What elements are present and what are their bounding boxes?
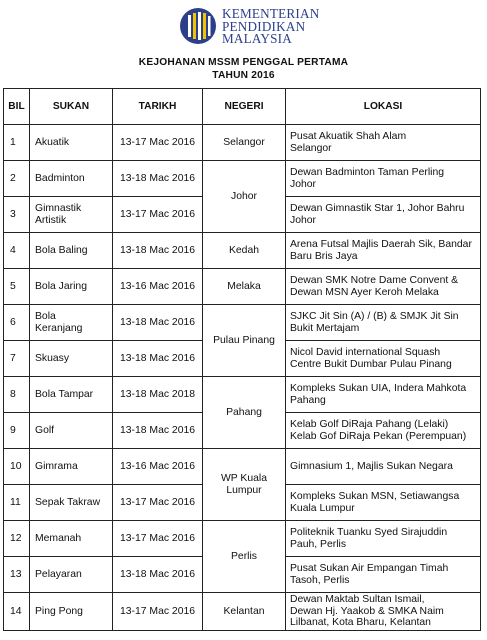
cell-sukan (30, 125, 113, 161)
cell-sukan (30, 413, 113, 449)
cell-lokasi-line: Lilbanat, Kota Bharu, Kelantan (290, 617, 431, 628)
table-row (4, 377, 481, 413)
cell-sukan (30, 377, 113, 413)
ministry-line-2: PENDIDIKAN (222, 18, 306, 34)
cell-sukan-line: Bola Tampar (35, 388, 94, 400)
cell-tarikh: 13-17 Mac 2016 (113, 485, 203, 521)
cell-lokasi-line: Nicol David international Squash (290, 347, 441, 358)
ministry-name (222, 8, 352, 46)
cell-lokasi (286, 233, 481, 269)
cell-sukan-line: Skuasy (35, 352, 70, 364)
cell-lokasi (286, 521, 481, 557)
cell-negeri-line: Lumpur (226, 484, 262, 496)
table-row (4, 233, 481, 269)
cell-negeri-line: Johor (231, 190, 257, 202)
cell-lokasi-line: Pahang (290, 394, 326, 406)
cell-negeri-line: Kedah (228, 244, 260, 256)
cell-sukan-line: Sepak Takraw (35, 496, 101, 508)
cell-lokasi (286, 125, 481, 161)
cell-lokasi-line: Dewan Badminton Taman Perling (290, 167, 445, 178)
cell-sukan-line: Keranjang (35, 322, 83, 334)
cell-sukan-line: Bola Baling (35, 244, 88, 256)
cell-lokasi-line: Kelab Golf DiRaja Pahang (Lelaki) (290, 419, 449, 430)
cell-bil: 13 (4, 557, 30, 593)
table-body (4, 125, 481, 631)
cell-negeri (203, 269, 286, 305)
cell-tarikh: 13-16 Mac 2016 (113, 449, 203, 485)
cell-negeri-line: Melaka (227, 280, 261, 292)
cell-lokasi-line: Gimnasium 1, Majlis Sukan Negara (290, 460, 453, 472)
cell-sukan (30, 269, 113, 305)
header-tarikh: TARIKH (113, 89, 203, 125)
cell-tarikh: 13-18 Mac 2016 (113, 413, 203, 449)
cell-negeri-line: Pahang (226, 406, 262, 418)
cell-lokasi-line: Dewan Maktab Sultan Ismail, (290, 594, 425, 605)
cell-bil: 6 (4, 305, 30, 341)
cell-lokasi (286, 341, 481, 377)
ministry-line-1: KEMENTERIAN (222, 6, 320, 21)
cell-lokasi (286, 197, 481, 233)
cell-sukan-line: Akuatik (35, 136, 70, 148)
cell-lokasi-line: Baru Bris Jaya (290, 250, 358, 262)
cell-negeri-line: Kelantan (223, 605, 265, 617)
cell-tarikh: 13-17 Mac 2016 (113, 521, 203, 557)
cell-tarikh: 13-18 Mac 2016 (113, 161, 203, 197)
cell-lokasi-line: Dewan Hj. Yaakob & SMKA Naim (290, 605, 444, 617)
cell-lokasi-line: Selangor (290, 142, 332, 154)
cell-bil: 8 (4, 377, 30, 413)
cell-lokasi-line: Arena Futsal Majlis Daerah Sik, Bandar (290, 239, 472, 250)
ministry-line-3: MALAYSIA (222, 31, 292, 46)
cell-sukan (30, 557, 113, 593)
cell-lokasi (286, 377, 481, 413)
cell-negeri (203, 305, 286, 377)
cell-sukan-line: Gimrama (35, 460, 78, 472)
table-row (4, 521, 481, 557)
cell-negeri-line: WP Kuala (220, 473, 267, 484)
cell-lokasi (286, 161, 481, 197)
cell-sukan-line: Bola Jaring (35, 280, 87, 292)
cell-sukan-line: Artistik (35, 214, 67, 226)
cell-lokasi-line: Johor (290, 178, 316, 190)
cell-sukan (30, 485, 113, 521)
table-row (4, 305, 481, 341)
cell-bil: 10 (4, 449, 30, 485)
cell-lokasi-line: Johor (290, 214, 316, 226)
cell-negeri-line: Pulau Pinang (213, 334, 275, 346)
cell-sukan (30, 593, 113, 631)
cell-sukan-line: Badminton (35, 172, 85, 184)
cell-bil: 9 (4, 413, 30, 449)
cell-sukan-line: Golf (35, 424, 55, 436)
cell-sukan (30, 449, 113, 485)
cell-negeri (203, 593, 286, 631)
cell-lokasi-line: Pusat Sukan Air Empangan Timah (290, 563, 449, 574)
header-sukan: SUKAN (30, 89, 113, 125)
cell-sukan (30, 341, 113, 377)
schedule-table (3, 88, 481, 631)
cell-tarikh: 13-18 Mac 2016 (113, 557, 203, 593)
cell-sukan-line: Ping Pong (35, 605, 83, 617)
cell-bil: 7 (4, 341, 30, 377)
cell-tarikh: 13-18 Mac 2016 (113, 233, 203, 269)
header-bil: BIL (4, 89, 30, 125)
cell-lokasi-line: Centre Bukit Dumbar Pulau Pinang (290, 358, 452, 370)
cell-lokasi-line: Dewan Gimnastik Star 1, Johor Bahru (290, 203, 465, 214)
cell-sukan-line: Pelayaran (35, 568, 82, 580)
cell-lokasi-line: Pusat Akuatik Shah Alam (290, 131, 407, 142)
cell-lokasi-line: Bukit Mertajam (290, 322, 360, 334)
cell-lokasi-line: Kelab Gof DiRaja Pekan (Perempuan) (290, 430, 467, 442)
table-row (4, 269, 481, 305)
cell-lokasi (286, 593, 481, 631)
cell-tarikh: 13-17 Mac 2016 (113, 593, 203, 631)
cell-bil: 14 (4, 593, 30, 631)
cell-lokasi-line: Kompleks Sukan MSN, Setiawangsa (290, 491, 460, 502)
cell-sukan (30, 161, 113, 197)
cell-lokasi-line: Tasoh, Perlis (290, 574, 350, 586)
cell-lokasi-line: Dewan SMK Notre Dame Convent & (290, 275, 459, 286)
cell-lokasi (286, 269, 481, 305)
cell-lokasi-line: Dewan MSN Ayer Keroh Melaka (290, 286, 439, 298)
cell-lokasi-line: Kompleks Sukan UIA, Indera Mahkota (290, 383, 467, 394)
kpm-logo-icon (178, 6, 218, 46)
cell-lokasi (286, 413, 481, 449)
cell-tarikh: 13-18 Mac 2016 (113, 305, 203, 341)
cell-negeri (203, 125, 286, 161)
cell-negeri (203, 377, 286, 449)
cell-tarikh: 13-18 Mac 2016 (113, 341, 203, 377)
cell-bil: 4 (4, 233, 30, 269)
cell-tarikh: 13-17 Mac 2016 (113, 197, 203, 233)
cell-bil: 11 (4, 485, 30, 521)
cell-sukan (30, 197, 113, 233)
cell-bil: 12 (4, 521, 30, 557)
cell-tarikh: 13-18 Mac 2018 (113, 377, 203, 413)
cell-sukan-line: Gimnastik (35, 203, 82, 214)
cell-tarikh: 13-16 Mac 2016 (113, 269, 203, 305)
header-lokasi: LOKASI (286, 89, 481, 125)
cell-bil: 5 (4, 269, 30, 305)
cell-lokasi-line: Kuala Lumpur (290, 502, 355, 514)
cell-sukan (30, 521, 113, 557)
table-row (4, 449, 481, 485)
cell-negeri-line: Perlis (231, 550, 257, 562)
table-row (4, 593, 481, 631)
cell-lokasi (286, 557, 481, 593)
cell-negeri (203, 521, 286, 593)
cell-sukan (30, 233, 113, 269)
cell-lokasi-line: Pauh, Perlis (290, 538, 347, 550)
document-subtitle: TAHUN 2016 (212, 70, 275, 81)
cell-lokasi-line: SJKC Jit Sin (A) / (B) & SMJK Jit Sin (290, 311, 459, 322)
table-row (4, 125, 481, 161)
cell-negeri-line: Selangor (223, 136, 265, 148)
document-header (0, 0, 487, 50)
cell-lokasi (286, 485, 481, 521)
document-title: KEJOHANAN MSSM PENGGAL PERTAMA (138, 57, 349, 68)
table-header-row (4, 89, 481, 125)
cell-negeri (203, 449, 286, 521)
cell-negeri (203, 233, 286, 269)
cell-bil: 2 (4, 161, 30, 197)
cell-tarikh: 13-17 Mac 2016 (113, 125, 203, 161)
cell-lokasi (286, 305, 481, 341)
cell-lokasi-line: Politeknik Tuanku Syed Sirajuddin (290, 527, 448, 538)
cell-sukan-line: Bola (35, 311, 56, 322)
header-negeri: NEGERI (203, 89, 286, 125)
cell-bil: 3 (4, 197, 30, 233)
cell-negeri (203, 161, 286, 233)
cell-sukan (30, 305, 113, 341)
cell-sukan-line: Memanah (35, 532, 82, 544)
cell-bil: 1 (4, 125, 30, 161)
cell-lokasi (286, 449, 481, 485)
table-row (4, 161, 481, 197)
